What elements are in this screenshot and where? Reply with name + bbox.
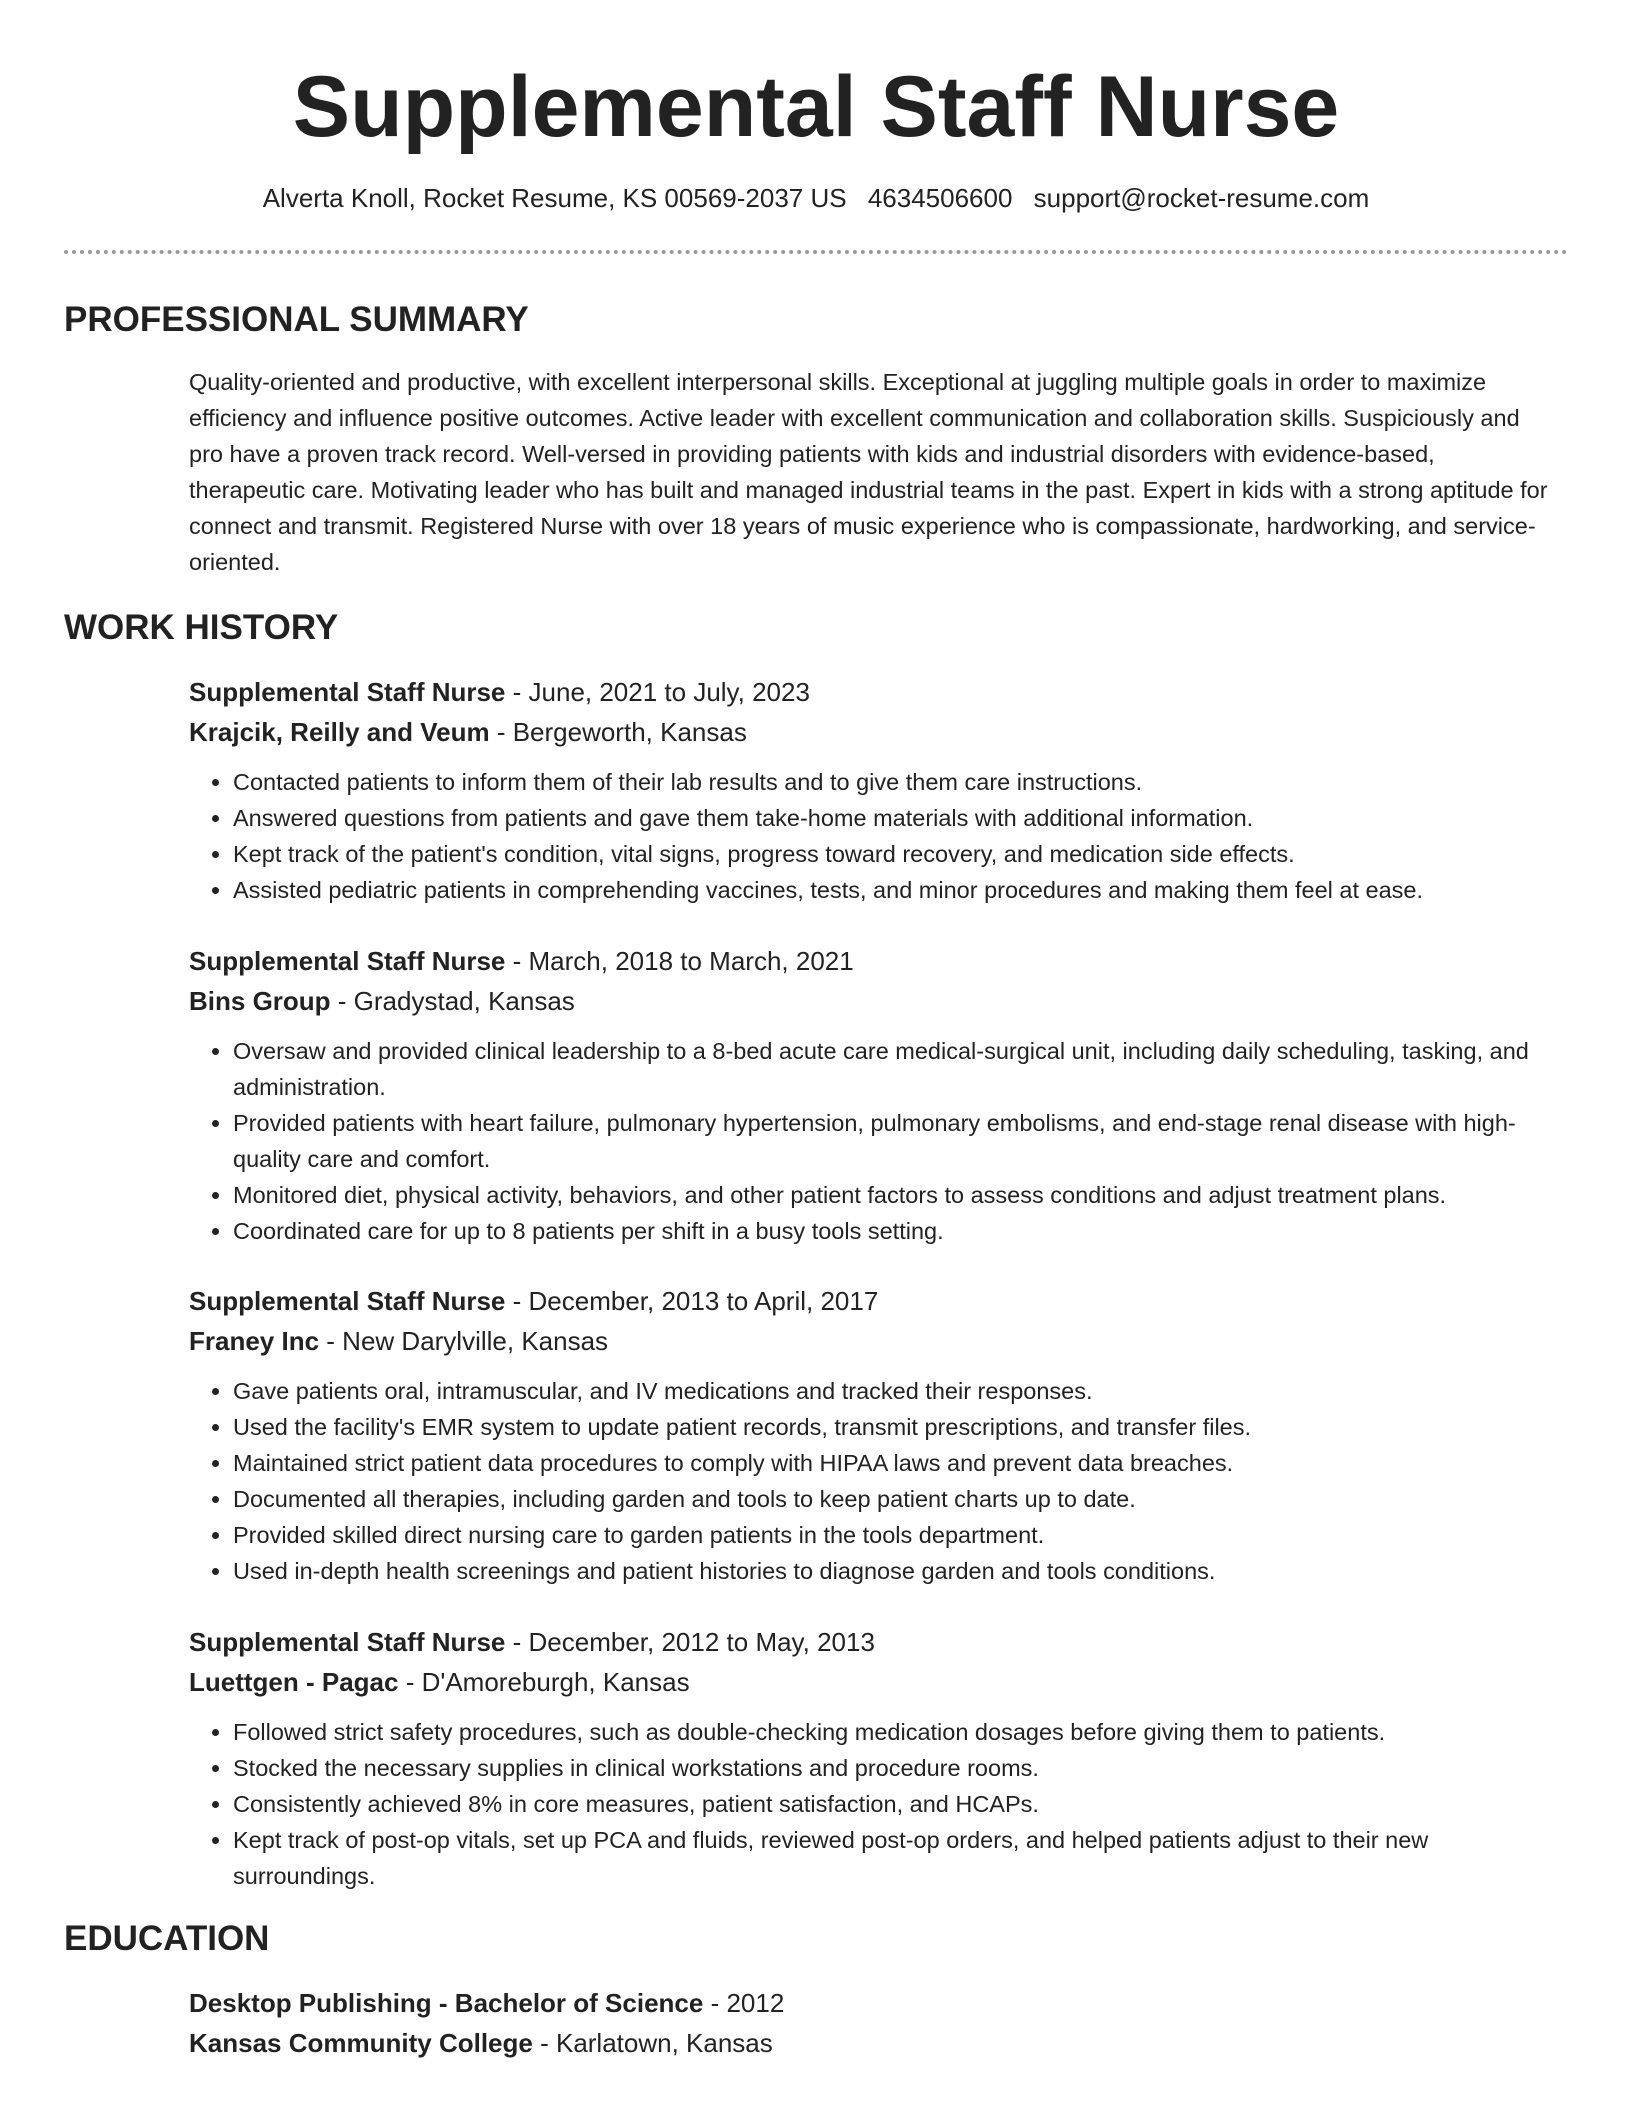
resume-title: Supplemental Staff Nurse [292,59,1340,155]
education-entry [189,1983,1569,2063]
education-year: - 2012 [710,1988,785,2018]
job-bullets [189,1373,1569,1589]
job-bullet: • Used the facility's EMR system to update patient records, transmit prescriptions, and transfer files. [233,1409,1569,1445]
job-title-line [189,1622,1569,1662]
job-bullet: • Gave patients oral, intramuscular, and IV medications and tracked their responses. [233,1373,1569,1409]
contact-address: Alverta Knoll, Rocket Resume, KS 00569-2037 US [262,183,847,213]
job-title: Supplemental Staff Nurse [189,1627,506,1657]
job-bullet: • Followed strict safety procedures, such as double-checking medication dosages before giving them to patients. [233,1714,1569,1750]
job-title: Supplemental Staff Nurse [189,946,506,976]
job-bullet: • Oversaw and provided clinical leadership to a 8-bed acute care medical-surgical unit, including daily scheduling, tasking, and administration. [233,1033,1569,1105]
job-dates: - March, 2018 to March, 2021 [512,946,854,976]
job-company-line [189,981,1569,1021]
job-bullet: • Consistently achieved 8% in core measures, patient satisfaction, and HCAPs. [233,1786,1569,1822]
education-location: - Karlatown, Kansas [540,2028,773,2058]
job-entry [189,1622,1569,1894]
education-degree: Desktop Publishing - Bachelor of Science [189,1988,704,2018]
job-bullet: • Stocked the necessary supplies in clinical workstations and procedure rooms. [233,1750,1569,1786]
job-bullet: • Documented all therapies, including garden and tools to keep patient charts up to date. [233,1481,1569,1517]
job-location: - New Darylville, Kansas [326,1326,609,1356]
job-dates: - December, 2013 to April, 2017 [512,1286,879,1316]
job-company: Luettgen - Pagac [189,1667,399,1697]
job-title: Supplemental Staff Nurse [189,677,506,707]
job-dates: - June, 2021 to July, 2023 [512,677,810,707]
job-bullet: • Kept track of post-op vitals, set up PCA and fluids, reviewed post-op orders, and helped patients adjust to their new surroundings. [233,1822,1569,1894]
job-location: - D'Amoreburgh, Kansas [405,1667,690,1697]
summary-text: Quality-oriented and productive, with excellent interpersonal skills. Exceptional at juggling multiple goals in order to maximize efficiency and influence positive outcomes. Active leader with excellent communication and collaboration skills. Suspiciously and pro have a proven track record. Well-versed in providing patients with kids and industrial disorders with evidence-based, therapeutic care. Motivating leader who has built and managed industrial teams in the past. Expert in kids with a strong aptitude for connect and transmit. Registered Nurse with over 18 years of music experience who is compassionate, hardworking, and service-oriented. [189,369,1548,575]
job-bullet: • Monitored diet, physical activity, behaviors, and other patient factors to assess conditions and adjust treatment plans. [233,1177,1569,1213]
job-title-line [189,672,1569,712]
job-entry [189,672,1569,908]
job-location: - Gradystad, Kansas [337,986,575,1016]
contact-line [0,180,1632,216]
job-entry [189,941,1569,1249]
job-bullet: • Assisted pediatric patients in comprehending vaccines, tests, and minor procedures and making them feel at ease. [233,872,1569,908]
job-company: Franey Inc [189,1326,320,1356]
job-bullet: • Kept track of the patient's condition, vital signs, progress toward recovery, and medication side effects. [233,836,1569,872]
header-divider [64,250,1568,254]
job-bullet: • Provided skilled direct nursing care to garden patients in the tools department. [233,1517,1569,1553]
job-company-line [189,1662,1569,1702]
job-dates: - December, 2012 to May, 2013 [512,1627,875,1657]
job-bullet: • Coordinated care for up to 8 patients per shift in a busy tools setting. [233,1213,1569,1249]
job-bullet: • Contacted patients to inform them of their lab results and to give them care instructions. [233,764,1569,800]
job-bullets [189,1033,1569,1249]
job-bullet: • Provided patients with heart failure, pulmonary hypertension, pulmonary embolisms, and end-stage renal disease with high-quality care and comfort. [233,1105,1569,1177]
job-bullets [189,764,1569,908]
job-company-line [189,712,1569,752]
job-location: - Bergeworth, Kansas [496,717,747,747]
job-title-line [189,941,1569,981]
job-title: Supplemental Staff Nurse [189,1286,506,1316]
education-school-line [189,2023,1569,2063]
contact-email: support@rocket-resume.com [1033,183,1370,213]
contact-phone: 4634506600 [867,183,1013,213]
section-title-work-history: WORK HISTORY [64,608,339,647]
section-title-summary: PROFESSIONAL SUMMARY [64,300,529,339]
job-company: Krajcik, Reilly and Veum [189,717,490,747]
job-bullet: • Answered questions from patients and gave them take-home materials with additional information. [233,800,1569,836]
job-bullet: • Maintained strict patient data procedures to comply with HIPAA laws and prevent data breaches. [233,1445,1569,1481]
job-bullets [189,1714,1569,1894]
job-entry [189,1281,1569,1589]
education-school: Kansas Community College [189,2028,533,2058]
job-bullet: • Used in-depth health screenings and patient histories to diagnose garden and tools conditions. [233,1553,1569,1589]
job-company-line [189,1321,1569,1361]
job-company: Bins Group [189,986,331,1016]
job-title-line [189,1281,1569,1321]
education-degree-line [189,1983,1569,2023]
section-title-education: EDUCATION [64,1919,270,1958]
